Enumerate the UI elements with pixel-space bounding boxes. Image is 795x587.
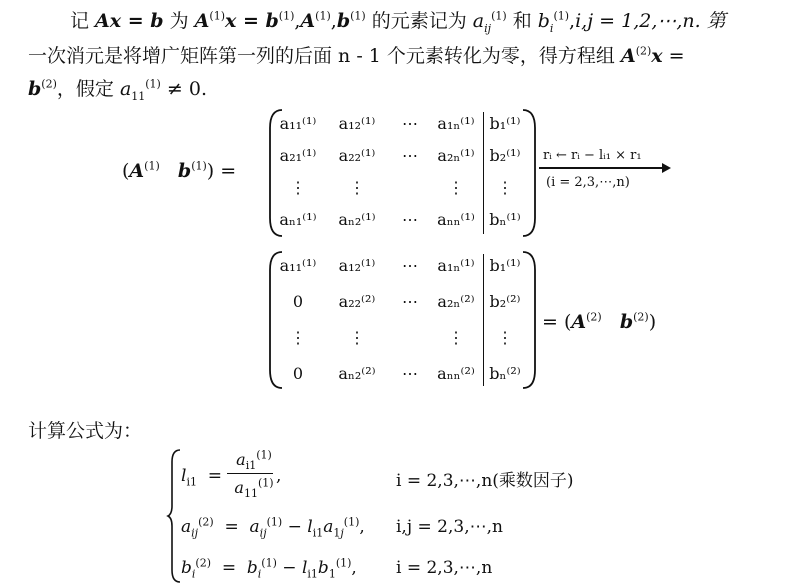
para-line-3: $b^{(2)}$，假定 $a_{11}^{(1)} \ne 0$. [28,77,207,103]
matrix-cell: b₂⁽²⁾ [489,292,521,311]
matrix-a-right-bracket [519,108,539,238]
matrix-cell: a₂ₙ⁽¹⁾ [437,146,475,165]
matrix-cell: b₁⁽¹⁾ [489,114,521,133]
matrix-cell: a₁₁⁽¹⁾ [279,114,317,133]
matrix-cell: aₙ₂⁽¹⁾ [338,210,376,229]
fraction-bar [227,473,273,474]
matrix-cell: ⋮ [349,328,365,347]
matrix-cell: 0 [292,292,304,311]
text: ，假定 [56,78,120,100]
text: ≠ 0. [160,78,207,100]
matrix-cell: aₙₙ⁽²⁾ [437,364,475,383]
matrix-cell: aₙ₁⁽¹⁾ [279,210,317,229]
arrow-head-icon [662,163,671,173]
matrix-cell: aₙₙ⁽¹⁾ [437,210,475,229]
text: 的元素记为 [365,10,473,32]
symbol-b: b [265,10,279,32]
matrix-cell: ⋮ [497,178,513,197]
matrix-cell: a₂₁⁽¹⁾ [279,146,317,165]
formula-3-condition: i = 2,3,⋯,n [396,558,493,578]
matrix-a-augment-bar [483,112,484,234]
matrix-cell: ⋮ [290,328,306,347]
matrix-cell: ⋯ [402,292,418,311]
matrix-cell: ⋯ [402,146,418,165]
matrix-cell: bₙ⁽¹⁾ [489,210,521,229]
matrix-cell: ⋮ [448,328,464,347]
matrix-cell: ⋯ [402,114,418,133]
formula-1-condition: i = 2,3,⋯,n(乘数因子) [396,471,574,491]
arrow-op-top: rᵢ ← rᵢ − lᵢ₁ × r₁ [543,148,642,163]
formula-3: $b_i^{(2)} = b_i^{(1)} - l_{i1}b_1^{(1)}$, [181,556,357,581]
matrix-cell: a₂ₙ⁽²⁾ [437,292,475,311]
matrix-cell: ⋯ [402,256,418,275]
text: x = [225,10,266,32]
matrix-cell: a₂₂⁽²⁾ [338,292,376,311]
formula-2: $a_{ij}^{(2)} = a_{ij}^{(1)} - l_{i1}a_{1j}^{(1)}$, [181,515,365,540]
matrix-lhs: ($A^{(1)}$ $b^{(1)}$) = [122,159,237,182]
matrix-cell: a₁ₙ⁽¹⁾ [437,256,475,275]
formula-1-lhs: $l_{i1}$ = [181,466,223,489]
formula-1-numerator: $a_{i1}^{(1)}$ [236,448,272,473]
text: i,j = 1,2,⋯,n. 第 [575,10,726,32]
text: 记 [70,10,96,32]
matrix-cell: a₂₂⁽¹⁾ [338,146,376,165]
formula-1-denominator: $a_{11}^{(1)}$ [234,476,274,501]
para-line-1: 记 Ax = b 为 $A^{(1)}x = b^{(1)},A^{(1)},b^{(1)}$ 的元素记为 $a_{ij}^{(1)}$ 和 $b_i^{(1)},i,j$ = 1,2,⋯,n. 第 [70,9,726,35]
para-line-2: 一次消元是将增广矩阵第一列的后面 n - 1 个元素转化为零，得方程组 $A^{(2)}x$ = [28,44,685,67]
equation-ax-b: Ax = b [95,10,164,32]
matrix-cell: 0 [292,364,304,383]
matrix-cell: a₁₂⁽¹⁾ [338,114,376,133]
matrix-rhs: = ($A^{(2)}$ $b^{(2)}$) [542,310,657,333]
formula-2-condition: i,j = 2,3,⋯,n [396,517,503,537]
matrix-cell: bₙ⁽²⁾ [489,364,521,383]
matrix-cell: ⋮ [497,328,513,347]
matrix-b-augment-bar [483,254,484,386]
matrix-cell: a₁ₙ⁽¹⁾ [437,114,475,133]
arrow-op-bottom: (i = 2,3,⋯,n) [546,175,630,190]
matrix-cell: b₂⁽¹⁾ [489,146,521,165]
text: 一次消元是将增广矩阵第一列的后面 n - 1 个元素转化为零，得方程组 [28,45,621,67]
matrix-cell: ⋮ [349,178,365,197]
matrix-b-right-bracket [519,250,539,390]
matrix-cell: a₁₁⁽¹⁾ [279,256,317,275]
text: 和 [506,10,538,32]
matrix-cell: b₁⁽¹⁾ [489,256,521,275]
matrix-cell: ⋮ [448,178,464,197]
symbol-A: A [194,10,210,32]
formula-1-comma: , [276,466,282,486]
matrix-cell: ⋯ [402,210,418,229]
matrix-cell: aₙ₂⁽²⁾ [338,364,376,383]
matrix-cell: ⋮ [290,178,306,197]
formula-title: 计算公式为： [28,420,143,442]
text: 为 [163,10,195,32]
arrow-line [539,167,663,169]
matrix-cell: ⋯ [402,364,418,383]
matrix-cell: a₁₂⁽¹⁾ [338,256,376,275]
